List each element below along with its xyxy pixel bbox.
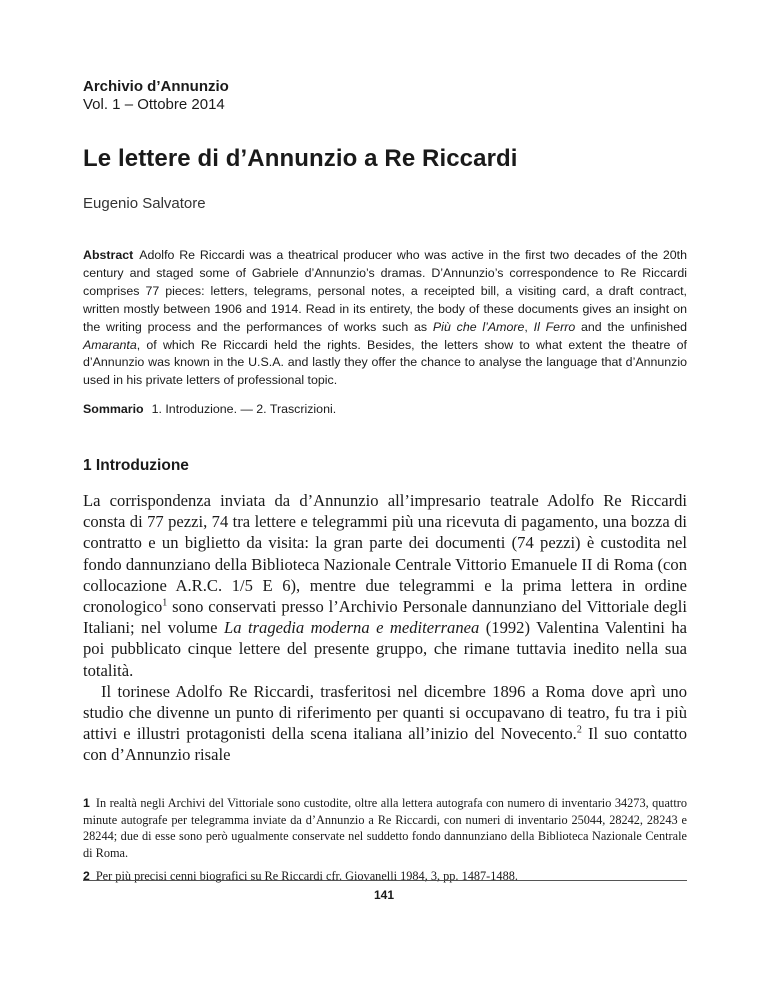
footnote-ref: 2: [576, 724, 582, 736]
page-number: 141: [373, 888, 395, 902]
work-title: Il Ferro: [533, 319, 576, 334]
footnote: [83, 795, 687, 861]
paragraph: [83, 490, 687, 681]
abstract-text: , of which Re Riccardi held the rights. Besides, the letters show to what extent the theatre of d’Annunzio was known in the U.S.A. and lastly they offer the chance to analyse the language that d’Annunzio used in his private letters of professional topic.: [83, 337, 687, 388]
work-title: Più che l’Amore: [432, 319, 525, 334]
abstract-text: ,: [524, 319, 534, 334]
paragraph: [83, 681, 687, 766]
work-title: Amaranta: [83, 337, 137, 352]
text-run: sono conservati presso l’Archivio Personale dannunziano del Vittoriale degli Italiani; nel volume: [83, 597, 687, 638]
abstract: [83, 247, 687, 390]
summary-text: 1. Introduzione. — 2. Trascrizioni.: [151, 402, 337, 416]
text-run: Il torinese Adolfo Re Riccardi, trasferitosi nel dicembre 1896 a Roma dove aprì uno studio che divenne un punto di riferimento per quanti si occupavano di teatro, fu tra i più attivi e illustri protagonisti della scena italiana all’inizio del Novecento.: [83, 681, 687, 744]
text-run: Il suo contatto con d’Annunzio risale: [83, 724, 687, 765]
author-name: Eugenio Salvatore: [83, 195, 206, 212]
footnote-number: 1: [83, 796, 90, 810]
journal-title: Archivio d’Annunzio: [83, 78, 229, 95]
footnote-ref: 1: [162, 597, 168, 609]
footer-rule: [83, 880, 687, 881]
abstract-label: Abstract: [83, 248, 134, 262]
section-heading: 1 Introduzione: [83, 457, 189, 474]
book-title: La tragedia moderna e mediterranea: [224, 618, 480, 638]
body-text: [83, 490, 687, 766]
footnote-text: In realtà negli Archivi del Vittoriale sono custodite, oltre alla lettera autografa con numero di inventario 34273, quattro minute autografe per telegramma inviate da d’Annunzio a Re Riccardi, con numeri di inventario 25044, 28242, 28243 e 28244; due di esse sono però ugualmente conservate nel suddetto fondo dannunziano della Biblioteca Nazionale Centrale di Roma.: [83, 796, 687, 860]
journal-issue: Vol. 1 – Ottobre 2014: [83, 96, 225, 113]
summary-label: Sommario: [83, 402, 144, 416]
text-run: La corrispondenza inviata da d’Annunzio all’impresario teatrale Adolfo Re Riccardi consta di 77 pezzi, 74 tra lettere e telegrammi più una ricevuta di pagamento, una bozza di contratto e un biglietto da visita: la gran parte dei documenti (74 pezzi) è custodita nel fondo dannunziano della Biblioteca Nazionale Centrale Vittorio Emanuele II di Roma (con collocazione A.R.C. 1/5 E 6), mentre due telegrammi e la prima lettera in ordine cronologico: [83, 491, 687, 617]
abstract-text: Adolfo Re Riccardi was a theatrical producer who was active in the first two decades of the 20th century and staged some of Gabriele d’Annunzio’s dramas. D’Annunzio’s correspondence to Re Riccardi comprises 77 pieces: letters, telegrams, personal notes, a receipted bill, a visiting card, a draft contract, written mostly between 1906 and 1914. Read in its entirety, the body of these documents gives an insight on the writing process and the performances of works such as: [83, 248, 687, 334]
text-run: (1992) Valentina Valentini ha poi pubblicato cinque lettere del presente gruppo, che rimane tuttavia inedito nella sua totalità.: [83, 618, 687, 680]
footnote: [83, 868, 687, 885]
footnotes: [83, 795, 687, 892]
footnote-text: Per più precisi cenni biografici su Re Riccardi cfr. Giovanelli 1984, 3, pp. 1487-1488.: [95, 869, 518, 883]
summary: [83, 402, 687, 416]
abstract-text: and the unfinished: [575, 319, 687, 334]
footnote-number: 2: [83, 869, 90, 883]
paper-title: Le lettere di d’Annunzio a Re Riccardi: [83, 145, 518, 172]
